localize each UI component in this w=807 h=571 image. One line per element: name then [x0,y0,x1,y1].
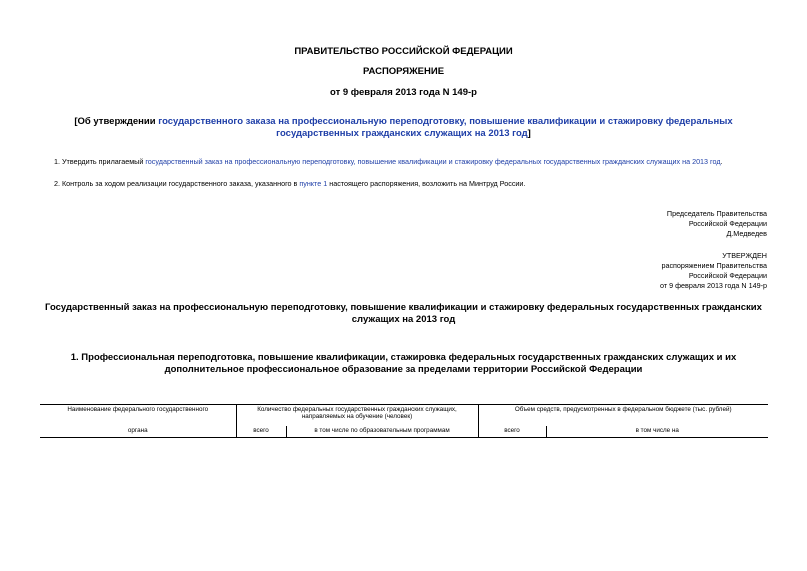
government-heading: ПРАВИТЕЛЬСТВО РОССИЙСКОЙ ФЕДЕРАЦИИ [294,46,513,57]
approval-line-2: распоряжением Правительства [661,261,767,270]
p2-text: 2. Контроль за ходом реализации государственного заказа, указанного в [54,179,300,188]
approval-line-1: УТВЕРЖДЕН [722,251,767,260]
subject-prefix: [Об утверждении [74,116,159,127]
subject-suffix: ] [527,128,531,139]
p2-link[interactable]: пункте 1 [299,179,328,188]
document-subject [50,116,757,140]
order-table [40,404,768,438]
sub-programs: в том числе по образовательным программам [286,426,478,438]
table-header-row [40,405,768,427]
header-body: Наименование федерального государственного [40,405,236,427]
header-count: Количество федеральных государственных гражданских служащих, направляемых на обучение (человек) [236,405,478,427]
p1-link[interactable]: государственный заказ на профессиональную переподготовку, повышение квалификации и стажировку федеральных государственных гражданских служащих на 2013 год [145,157,721,166]
signature-block [667,209,767,239]
order-title: Государственный заказ на профессиональную переподготовку, повышение квалификации и стажировку федеральных государственных гражданских служащих на 2013 год [45,302,762,325]
signature-line-1: Председатель Правительства [666,209,767,218]
paragraph-1 [54,157,774,166]
sub-total-2: всего [478,426,546,438]
p1-text: 1. Утвердить прилагаемый [54,157,146,166]
signature-line-2: Российской Федерации [688,219,767,228]
sub-total: всего [236,426,286,438]
document-type: РАСПОРЯЖЕНИЕ [362,66,445,77]
approval-block [660,251,767,291]
signature-line-3: Д.Медведев [726,229,767,238]
table-subheader-row [40,426,768,438]
approval-line-4: от 9 февраля 2013 года N 149-р [660,281,767,290]
approval-line-3: Российской Федерации [688,271,767,280]
sub-including: в том числе на [546,426,768,438]
subject-link[interactable]: государственного заказа на профессиональную переподготовку, повышение квалификации и стажировку федеральных государственных гражданских служащих на 2013 год [158,116,733,139]
header-body-2: органа [40,426,236,438]
section-title: 1. Профессиональная переподготовка, повышение квалификации, стажировка федеральных государственных гражданских служащих и их дополнительное профессиональное образование за пределами территории Российской Федерации [70,352,737,375]
p1-suffix: . [720,157,723,166]
document-date-number: от 9 февраля 2013 года N 149-р [330,87,477,98]
paragraph-2 [54,179,774,188]
p2-suffix: настоящего распоряжения, возложить на Минтруд России. [327,179,526,188]
header-funds: Объем средств, предусмотренных в федеральном бюджете (тыс. рублей) [478,405,768,427]
